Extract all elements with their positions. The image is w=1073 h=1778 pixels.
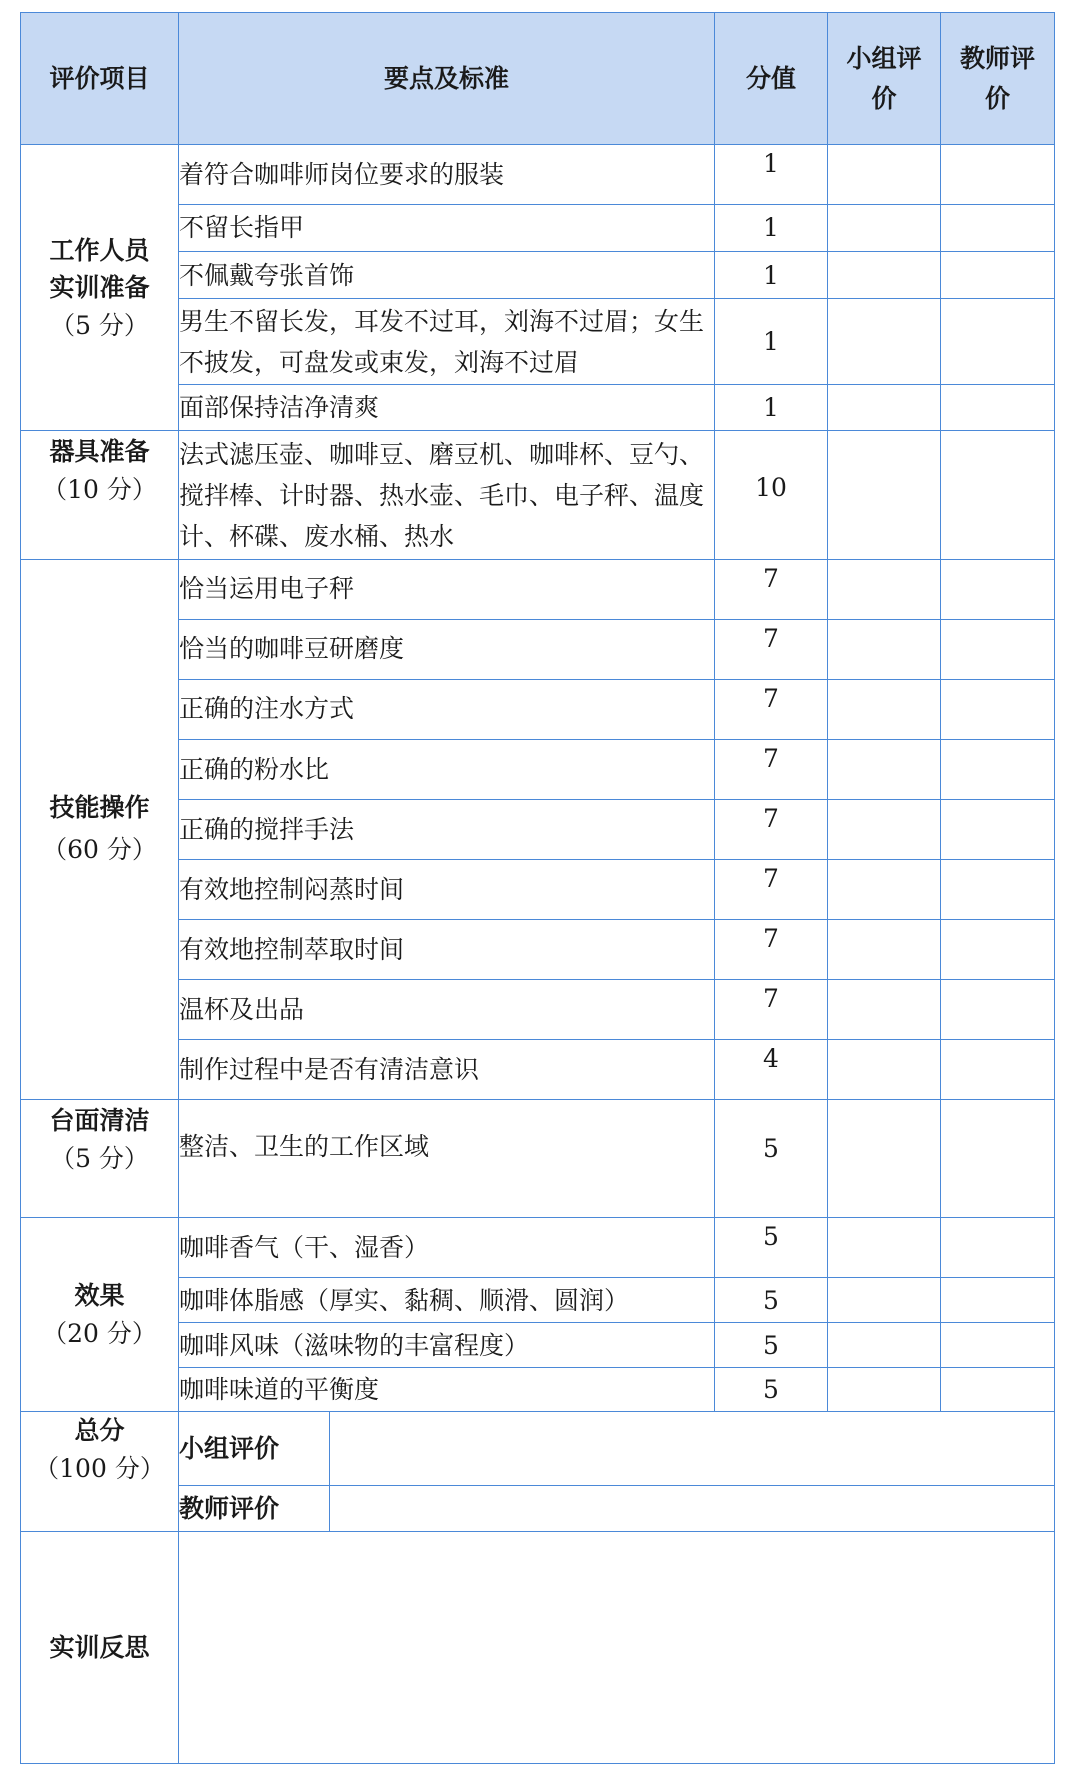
total-row xyxy=(21,1412,1055,1531)
total-eval-table xyxy=(179,1412,1054,1530)
group-eval-cell[interactable] xyxy=(828,1100,941,1218)
score-cell: 7 xyxy=(715,559,828,619)
header-score: 分值 xyxy=(715,13,828,145)
criteria-cell: 温杯及出品 xyxy=(179,980,715,1040)
group-eval-cell[interactable] xyxy=(828,619,941,679)
score-cell: 7 xyxy=(715,919,828,979)
criteria-cell: 不佩戴夸张首饰 xyxy=(179,252,715,299)
group-eval-cell[interactable] xyxy=(828,431,941,559)
total-eval-cell xyxy=(179,1412,1055,1531)
score-cell: 5 xyxy=(715,1100,828,1218)
score-cell: 10 xyxy=(715,431,828,559)
criteria-cell: 咖啡香气（干、湿香） xyxy=(179,1218,715,1278)
reflection-content[interactable] xyxy=(179,1531,1055,1763)
score-cell: 7 xyxy=(715,859,828,919)
score-cell: 7 xyxy=(715,679,828,739)
criteria-cell: 恰当运用电子秤 xyxy=(179,559,715,619)
total-teacher-label: 教师评价 xyxy=(179,1486,329,1531)
group-eval-cell[interactable] xyxy=(828,145,941,205)
teacher-eval-cell[interactable] xyxy=(941,980,1055,1040)
header-group-eval: 小组评价 xyxy=(828,13,941,145)
score-cell: 7 xyxy=(715,619,828,679)
group-eval-cell[interactable] xyxy=(828,679,941,739)
group-eval-cell[interactable] xyxy=(828,799,941,859)
criteria-cell: 正确的粉水比 xyxy=(179,739,715,799)
category-counter-points: （5 分） xyxy=(50,1143,149,1173)
reflection-row xyxy=(21,1531,1055,1763)
teacher-eval-cell[interactable] xyxy=(941,385,1055,431)
criteria-cell: 正确的搅拌手法 xyxy=(179,799,715,859)
category-staff xyxy=(21,145,179,431)
teacher-eval-cell[interactable] xyxy=(941,1218,1055,1278)
score-cell: 5 xyxy=(715,1323,828,1368)
category-staff-points: （5 分） xyxy=(50,310,149,340)
total-group-value[interactable] xyxy=(329,1412,1054,1485)
header-criteria: 要点及标准 xyxy=(179,13,715,145)
score-cell: 1 xyxy=(715,299,828,385)
category-reflection: 实训反思 xyxy=(21,1531,179,1763)
criteria-cell: 不留长指甲 xyxy=(179,205,715,252)
criteria-cell: 咖啡味道的平衡度 xyxy=(179,1368,715,1412)
header-item: 评价项目 xyxy=(21,13,179,145)
teacher-eval-cell[interactable] xyxy=(941,739,1055,799)
group-eval-cell[interactable] xyxy=(828,299,941,385)
total-teacher-value[interactable] xyxy=(329,1486,1054,1531)
category-skill xyxy=(21,559,179,1100)
criteria-cell: 制作过程中是否有清洁意识 xyxy=(179,1040,715,1100)
category-counter xyxy=(21,1100,179,1218)
criteria-cell: 法式滤压壶、咖啡豆、磨豆机、咖啡杯、豆勺、搅拌棒、计时器、热水壶、毛巾、电子秤、温度计、杯碟、废水桶、热水 xyxy=(179,431,715,559)
header-row xyxy=(21,13,1055,145)
group-eval-cell[interactable] xyxy=(828,919,941,979)
teacher-eval-cell[interactable] xyxy=(941,145,1055,205)
criteria-cell: 咖啡体脂感（厚实、黏稠、顺滑、圆润） xyxy=(179,1278,715,1323)
score-cell: 5 xyxy=(715,1368,828,1412)
criteria-cell: 正确的注水方式 xyxy=(179,679,715,739)
group-eval-cell[interactable] xyxy=(828,739,941,799)
teacher-eval-cell[interactable] xyxy=(941,799,1055,859)
group-eval-cell[interactable] xyxy=(828,1368,941,1412)
score-cell: 7 xyxy=(715,739,828,799)
evaluation-table xyxy=(20,12,1055,1764)
category-effect-points: （20 分） xyxy=(42,1318,157,1348)
teacher-eval-cell[interactable] xyxy=(941,1323,1055,1368)
category-total xyxy=(21,1412,179,1531)
group-eval-cell[interactable] xyxy=(828,980,941,1040)
total-group-label: 小组评价 xyxy=(179,1412,329,1485)
group-eval-cell[interactable] xyxy=(828,1218,941,1278)
teacher-eval-cell[interactable] xyxy=(941,252,1055,299)
category-equipment-points: （10 分） xyxy=(42,474,157,504)
table-row xyxy=(21,431,1055,559)
teacher-eval-cell[interactable] xyxy=(941,859,1055,919)
header-teacher-eval: 教师评价 xyxy=(941,13,1055,145)
criteria-cell: 面部保持洁净清爽 xyxy=(179,385,715,431)
table-row xyxy=(21,559,1055,619)
category-staff-name-2: 实训准备 xyxy=(49,273,150,303)
group-eval-cell[interactable] xyxy=(828,559,941,619)
teacher-eval-cell[interactable] xyxy=(941,1100,1055,1218)
group-eval-cell[interactable] xyxy=(828,1323,941,1368)
teacher-eval-cell[interactable] xyxy=(941,1278,1055,1323)
teacher-eval-cell[interactable] xyxy=(941,299,1055,385)
category-equipment xyxy=(21,431,179,559)
group-eval-cell[interactable] xyxy=(828,1040,941,1100)
category-total-points: （100 分） xyxy=(34,1453,165,1483)
teacher-eval-cell[interactable] xyxy=(941,919,1055,979)
score-cell: 1 xyxy=(715,252,828,299)
group-eval-cell[interactable] xyxy=(828,859,941,919)
category-skill-name: 技能操作 xyxy=(49,793,150,823)
score-cell: 5 xyxy=(715,1218,828,1278)
score-cell: 7 xyxy=(715,799,828,859)
score-cell: 1 xyxy=(715,205,828,252)
criteria-cell: 男生不留长发，耳发不过耳，刘海不过眉；女生不披发，可盘发或束发，刘海不过眉 xyxy=(179,299,715,385)
teacher-eval-cell[interactable] xyxy=(941,205,1055,252)
teacher-eval-cell[interactable] xyxy=(941,1040,1055,1100)
score-cell: 7 xyxy=(715,980,828,1040)
teacher-eval-cell[interactable] xyxy=(941,1368,1055,1412)
group-eval-cell[interactable] xyxy=(828,385,941,431)
category-skill-points: （60 分） xyxy=(42,835,157,865)
score-cell: 1 xyxy=(715,385,828,431)
table-row xyxy=(21,1100,1055,1218)
table-row xyxy=(21,1218,1055,1278)
teacher-eval-cell[interactable] xyxy=(941,679,1055,739)
category-effect xyxy=(21,1218,179,1412)
score-cell: 1 xyxy=(715,145,828,205)
category-equipment-name: 器具准备 xyxy=(49,437,150,467)
category-total-name: 总分 xyxy=(74,1416,125,1446)
criteria-cell: 恰当的咖啡豆研磨度 xyxy=(179,619,715,679)
category-effect-name: 效果 xyxy=(74,1281,125,1311)
table-row xyxy=(21,145,1055,205)
group-eval-cell[interactable] xyxy=(828,252,941,299)
teacher-eval-cell[interactable] xyxy=(941,559,1055,619)
category-counter-name: 台面清洁 xyxy=(49,1106,150,1136)
criteria-cell: 有效地控制萃取时间 xyxy=(179,919,715,979)
group-eval-cell[interactable] xyxy=(828,1278,941,1323)
criteria-cell: 咖啡风味（滋味物的丰富程度） xyxy=(179,1323,715,1368)
teacher-eval-cell[interactable] xyxy=(941,619,1055,679)
criteria-cell: 有效地控制闷蒸时间 xyxy=(179,859,715,919)
score-cell: 5 xyxy=(715,1278,828,1323)
group-eval-cell[interactable] xyxy=(828,205,941,252)
score-cell: 4 xyxy=(715,1040,828,1100)
criteria-cell: 整洁、卫生的工作区域 xyxy=(179,1100,715,1218)
teacher-eval-cell[interactable] xyxy=(941,431,1055,559)
criteria-cell: 着符合咖啡师岗位要求的服装 xyxy=(179,145,715,205)
category-staff-name-1: 工作人员 xyxy=(49,235,150,265)
